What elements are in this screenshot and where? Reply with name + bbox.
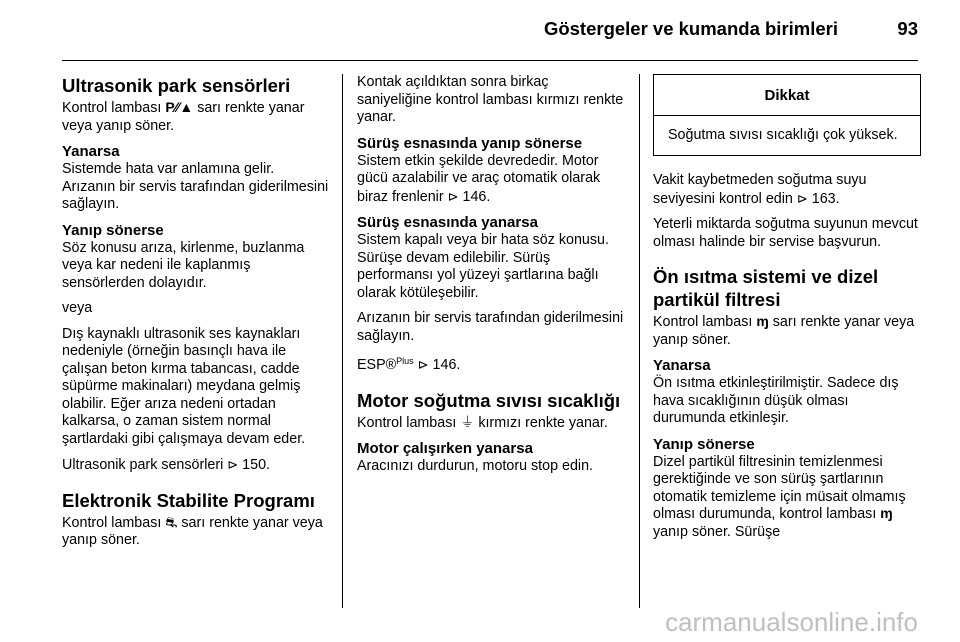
park-sensor-intro (62, 100, 330, 135)
subheading-yanarsa: Yanarsa (653, 357, 711, 374)
yanip-sonerse-text: Söz konusu arıza, kirlenme, buzlanma veya kar nedeni ile kaplanmış sensörlerden dolayıdır. (62, 239, 305, 291)
esp-plus-reference (357, 353, 627, 375)
veya-text: veya (62, 300, 93, 316)
text-fragment: kırmızı renkte yanar. (478, 414, 608, 431)
subheading-yanip-sonerse: Yanıp sönerse (62, 221, 164, 239)
text-fragment: Kontrol lambası (62, 100, 162, 116)
glow-plug-icon: ɱ (880, 505, 893, 521)
coolant-intro (357, 415, 627, 433)
preheat-intro (653, 314, 921, 349)
caution-text: Soğutma sıvısı sıcaklığı çok yüksek. (668, 126, 898, 143)
park-sensor-icon: P⁄⁄▲ (165, 99, 194, 115)
header-title: Göstergeler ve kumanda birimleri (543, 18, 838, 39)
section-title-park-sensors: Ultrasonik park sensörleri (62, 75, 291, 96)
page-header (62, 0, 918, 50)
preheat-yanip-text (653, 454, 921, 542)
text-fragment: sarı renkte yanar veya yanıp söner. (62, 514, 323, 548)
reference-arrow-icon: ⊳ (447, 188, 459, 204)
subheading-lit-driving: Sürüş esnasında yanarsa (357, 214, 538, 231)
superscript: Plus (396, 356, 414, 366)
park-sensor-reference (62, 456, 330, 475)
text-fragment: yanıp söner. Sürüşe (653, 523, 781, 540)
service-coolant-text: Yeterli miktarda soğutma suyunun mevcut olması halinde bir servise başvurun. (653, 216, 918, 250)
reference-arrow-icon: ⊳ (796, 190, 808, 206)
column-divider-1 (342, 74, 343, 608)
blink-driving-text (357, 153, 627, 207)
column-1 (62, 74, 330, 558)
subheading-yanarsa: Yanarsa (62, 143, 120, 160)
text-fragment: Vakit kaybetmeden soğutma suyu seviyesini kontrol edin (653, 172, 867, 207)
caution-title: Dikkat (654, 75, 920, 116)
column-3 (653, 74, 921, 549)
text-fragment: ESP® (357, 357, 397, 373)
page-reference[interactable]: 150. (242, 457, 270, 473)
subheading-yanip-sonerse: Yanıp sönerse (653, 435, 755, 453)
reference-arrow-icon: ⊳ (227, 457, 239, 472)
text-fragment: Dizel partikül filtresinin temizlenmesi gerektiğinde ve son sürüş şartlarının otomatik temizleme için müsait olmamış olması durumunda, kontrol lambası (653, 453, 906, 522)
reference-arrow-icon: ⊳ (417, 357, 429, 372)
text-fragment: sarı renkte yanar veya yanıp söner. (653, 314, 915, 348)
column-2 (357, 74, 627, 484)
subheading-blink-driving: Sürüş esnasında yanıp sönerse (357, 134, 583, 152)
page-reference[interactable]: 146. (432, 357, 461, 373)
external-source-text: Dış kaynaklı ultrasonik ses kaynakları nedeniyle (örneğin basınçlı hava ile çalışan beton kırma tabancası, cadde süpürme makinaları) meydana gelmiş olabilir. Eğer arıza nedeni ortadan kalkarsa, o zaman sistem normal şartlardaki gibi çalışmaya devam eder. (62, 325, 306, 447)
lit-driving-text: Sistem kapalı veya bir hata söz konusu. Sürüşe devam edilebilir. Sürüş performansı yol yüzeyi şartlarına bağlı olarak kötüleşebilir. (357, 232, 609, 301)
text-fragment: Ultrasonik park sensörleri (62, 457, 224, 473)
column-divider-2 (639, 74, 640, 608)
watermark-text: carmanualsonline.info (665, 607, 918, 637)
preheat-yanarsa-text: Ön ısıtma etkinleştirilmiştir. Sadece dış hava sıcaklığının düşük olması durumunda etkinleşir. (653, 375, 899, 426)
engine-running-text: Aracınızı durdurun, motoru stop edin. (357, 458, 594, 474)
text-fragment: Sistem etkin şekilde devrededir. Motor gücü azalabilir ve araç otomatik olarak biraz frenlenir (357, 152, 601, 205)
header-divider (62, 60, 918, 61)
section-title-esp: Elektronik Stabilite Programı (62, 489, 315, 511)
text-fragment: Kontrol lambası (357, 414, 457, 431)
glow-plug-icon: ɱ (756, 313, 769, 329)
section-title-coolant: Motor soğutma sıvısı sıcaklığı (357, 389, 621, 411)
page-reference[interactable]: 146. (462, 188, 491, 205)
text-fragment: Kontrol lambası (653, 314, 753, 330)
text-fragment: sarı renkte yanar veya yanıp söner. (62, 100, 305, 134)
esp-ignition-text: Kontak açıldıktan sonra birkaç saniyeliğine kontrol lambası kırmızı renkte yanar. (357, 74, 624, 125)
check-coolant-text (653, 172, 921, 208)
coolant-temperature-icon: ⏚ (460, 413, 475, 430)
section-title-preheat: Ön ısıtma sistemi ve dizel partikül filtresi (653, 266, 879, 310)
esp-icon: ⛐ (165, 513, 178, 530)
yanarsa-text: Sistemde hata var anlamına gelir. Arızanın bir servis tarafından giderilmesini sağlayın. (62, 161, 329, 212)
esp-intro (62, 515, 330, 550)
text-fragment: Kontrol lambası (62, 514, 162, 531)
service-text: Arızanın bir servis tarafından giderilmesini sağlayın. (357, 310, 624, 344)
subheading-engine-running: Motor çalışırken yanarsa (357, 440, 533, 457)
caution-box (653, 74, 921, 156)
page-number: 93 (897, 18, 918, 39)
page-reference[interactable]: 163. (811, 190, 840, 207)
